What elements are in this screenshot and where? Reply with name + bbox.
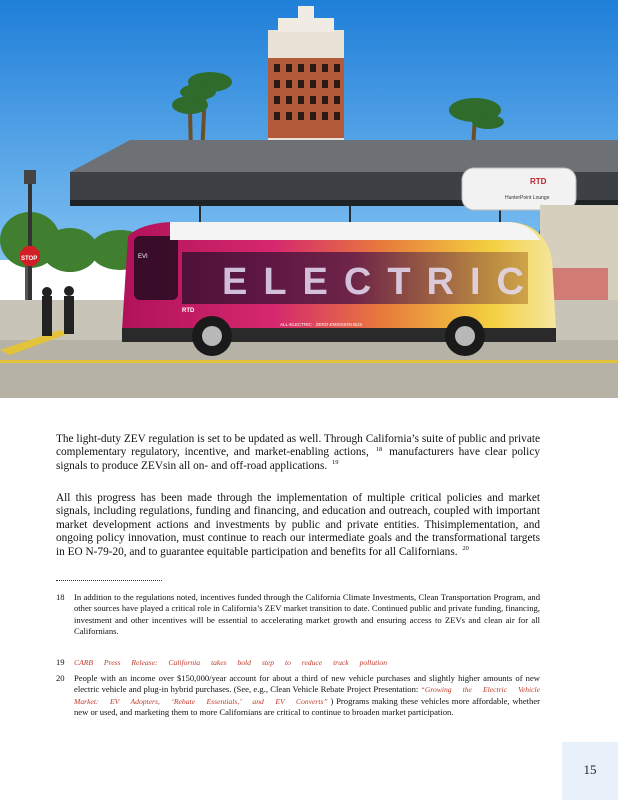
footnote-text: People with an income over $150,000/year account for about a third of new vehicle purchases and slightly higher amounts of new electric vehicle and plug-in hybrid purchases. (See, e.g., Clean Vehicle Rebate Project Presentation: <box>74 673 540 695</box>
bus-route-label: RTD <box>182 308 195 314</box>
footnote-number: 19 <box>56 657 65 667</box>
footnote-number: 18 <box>56 592 65 602</box>
canopy-sign-text: RTD <box>530 177 547 186</box>
footnote-19 <box>56 657 540 668</box>
carb-press-release-link[interactable]: CARB Press Release: California takes bold step to reduce truck pollution <box>74 658 387 667</box>
paragraph-1-text-cont: manufacturers have clear policy signals to produce ZEVsin all on- and off-road applications. <box>56 446 540 472</box>
stop-sign-text: STOP <box>21 256 38 262</box>
footnote-ref-20[interactable]: 20 <box>462 544 469 552</box>
electric-bus <box>122 222 556 356</box>
footnote-ref-19[interactable]: 19 <box>332 459 339 467</box>
bus-slogan: ALL-ELECTRIC · ZERO-EMISSION BUS <box>280 322 363 327</box>
footnote-20 <box>56 673 540 719</box>
footnote-text: In addition to the regulations noted, incentives funded through the California Climate Investments, Clean Transportation Program, and other sources have played a critical role in California’s ZEV market transition to date. Continued public and private funding, financing, investment and other incentives will be essential to accelerating market growth and ensuring access to ZEVs and clean air for all Californians. <box>74 592 540 637</box>
paragraph-2-text: All this progress has been made through the implementation of multiple critical policies and market signals, including regulations, funding and financing, and education and outreach, coupled with important market development actions and investments by public and private entities. Thisimplementation, and ongoing policy innovation, must continue to reach our intermediate goals and the transformational targets in EO N-79-20, and to guarantee equitable participation and benefits for all Californians. <box>56 492 540 558</box>
bus-front-sign: EVI <box>138 254 148 260</box>
footnote-18 <box>56 592 540 638</box>
footnote-ref-18[interactable]: 18 <box>375 445 383 453</box>
paragraph-1-text: The light-duty ZEV regulation is set to be updated as well. Through California’s suite of public and private complementary regulatory, incentive, and market-enabling actions, <box>56 433 540 459</box>
footnote-number: 20 <box>56 673 65 683</box>
page-number: 15 <box>583 762 597 777</box>
bus-side-text: ELECTRIC <box>222 261 540 303</box>
cvrp-presentation-link[interactable]: “Growing the Electric Vehicle Market: EV Adopters, ‘Rebate Essentials,’ and EV Converts” <box>74 685 541 706</box>
electric-bus-photo <box>0 0 618 398</box>
paragraph-progress <box>56 492 540 559</box>
footnote-divider <box>56 580 162 581</box>
footnote-text-cont: ) Programs making these vehicles more affordable, whether new or used, and marketing them to more Californians are critical to continue to broaden market participation. <box>74 695 540 718</box>
canopy-sign-subtext: HunterPoint Lounge <box>505 195 550 201</box>
paragraph-zev-regulation <box>56 433 540 473</box>
page-number-box <box>562 742 618 800</box>
